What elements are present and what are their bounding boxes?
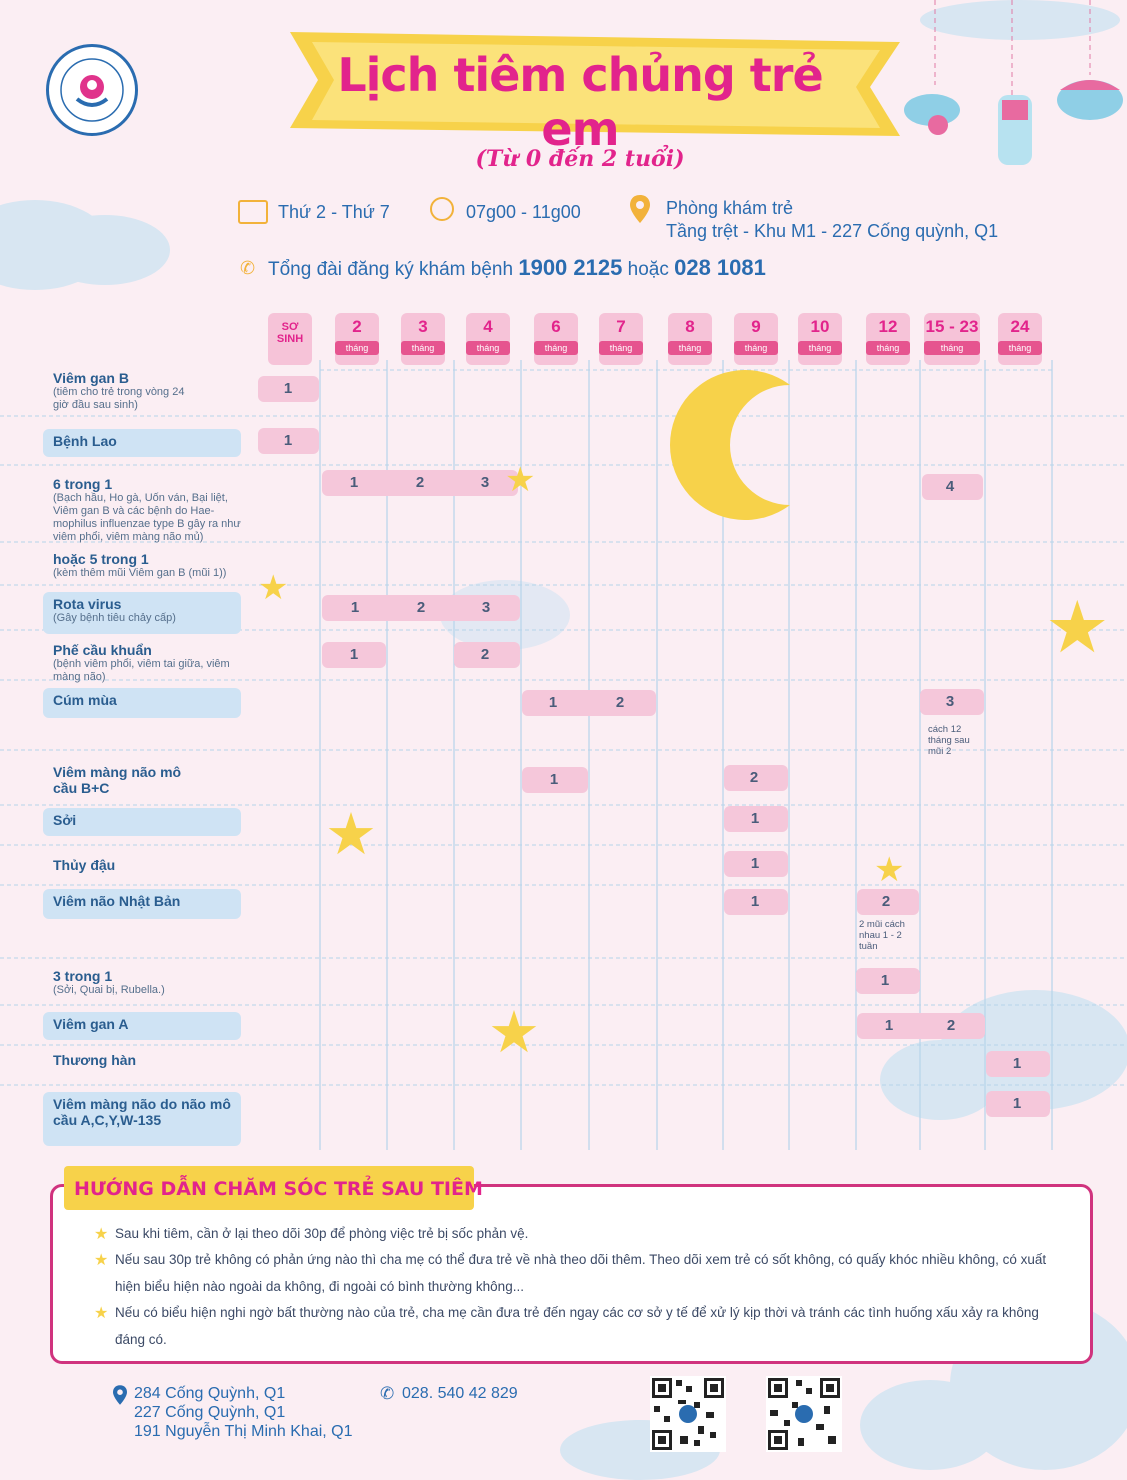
location-pin-icon <box>113 1385 127 1405</box>
vaccine-label-5in1: hoặc 5 trong 1 (kèm thêm mũi Viêm gan B (mũi 1)) <box>53 551 227 579</box>
dose-6in1: 1 2 3 <box>322 470 518 496</box>
hotline-number-1: 1900 2125 <box>518 255 623 280</box>
page-subtitle: (Từ 0 đến 2 tuổi) <box>475 146 685 172</box>
footer-address-2: 227 Cống Quỳnh, Q1 <box>134 1404 286 1421</box>
care-title: HƯỚNG DẪN CHĂM SÓC TRẺ SAU TIÊM <box>74 1178 483 1200</box>
star-icon: ★ <box>258 569 289 607</box>
dose-thuonghan: 1 <box>986 1051 1050 1077</box>
vaccine-label-vnnb: Viêm não Nhật Bản <box>43 889 241 919</box>
dose-vnnb-1: 1 <box>724 889 788 915</box>
dose-mmr: 1 <box>856 968 920 994</box>
phone-icon: ✆ <box>240 258 256 278</box>
col-header-4: 4 tháng <box>466 313 510 365</box>
vaccine-label-acyw: Viêm màng não do não mô cầu A,C,Y,W-135 <box>43 1092 241 1146</box>
dose-acyw: 1 <box>986 1091 1050 1117</box>
note-vnnb: 2 mũi cách nhau 1 - 2 tuần <box>859 919 905 952</box>
dose-mnmc-2: 2 <box>724 765 788 791</box>
dose-thuydau: 1 <box>724 851 788 877</box>
col-header-2: 2 tháng <box>335 313 379 365</box>
star-bullet-icon: ★ <box>94 1226 109 1243</box>
dose-hepa: 1 2 <box>857 1013 985 1039</box>
vaccine-label-hepa: Viêm gan A <box>43 1012 241 1040</box>
footer-address-3: 191 Nguyễn Thị Minh Khai, Q1 <box>134 1423 353 1440</box>
dose-hepb: 1 <box>258 376 319 402</box>
care-tip-2: Nếu sau 30p trẻ không có phản ứng nào thì cha mẹ có thể đưa trẻ về nhà theo dõi thêm. Theo dõi xem trẻ có sốt không, có quấy khóc nhiều không, có xuất hiện biểu hiện nào ngoài da không, đi ngoài có bình thường không... <box>115 1252 1047 1294</box>
dose-6in1-booster: 4 <box>922 474 983 500</box>
dose-lao: 1 <box>258 428 319 454</box>
page-title: Lịch tiêm chủng trẻ em <box>337 48 823 156</box>
schedule-days: Thứ 2 - Thứ 7 <box>278 202 390 222</box>
col-header-9: 9 tháng <box>734 313 778 365</box>
dose-cum-3: 3 <box>920 689 984 715</box>
col-header-7: 7 tháng <box>599 313 643 365</box>
vaccine-label-phecau: Phế cầu khuẩn (bệnh viêm phổi, viêm tai giữa, viêm màng não) <box>53 642 230 683</box>
schedule-hours: 07g00 - 11g00 <box>466 202 581 222</box>
col-header-10: 10 tháng <box>798 313 842 365</box>
location-address: Tầng trệt - Khu M1 - 227 Cống quỳnh, Q1 <box>666 221 999 241</box>
vaccine-label-hepb: Viêm gan B (tiêm cho trẻ trong vòng 24 giờ đầu sau sinh) <box>53 370 185 411</box>
vaccine-label-3in1: 3 trong 1 (Sởi, Quai bị, Rubella.) <box>53 968 165 996</box>
star-bullet-icon: ★ <box>94 1305 109 1322</box>
vaccine-label-rota: Rota virus (Gây bệnh tiêu chảy cấp) <box>43 592 241 634</box>
dose-cum: 1 2 <box>522 690 656 716</box>
star-icon: ★ <box>325 802 377 867</box>
col-header-newborn: SƠ SINH <box>268 313 312 365</box>
moon-decoration <box>670 370 790 520</box>
footer-address-1: 284 Cống Quỳnh, Q1 <box>134 1385 286 1402</box>
vaccine-label-thuydau: Thủy đậu <box>53 857 116 873</box>
star-bullet-icon: ★ <box>94 1252 109 1269</box>
note-cum: cách 12 tháng sau mũi 2 <box>928 724 970 757</box>
dose-mnmc-1: 1 <box>522 767 588 793</box>
vaccine-label-6in1: 6 trong 1 (Bạch hầu, Ho gà, Uốn ván, Bại liệt, Viêm gan B và các bệnh do Hae-mophilus influenzae type B gây ra như viêm phổi, viêm màng não mủ) <box>53 476 241 543</box>
star-icon: ★ <box>488 1000 540 1065</box>
star-icon: ★ <box>1045 588 1110 668</box>
care-tip-1: Sau khi tiêm, cần ở lại theo dõi 30p để phòng việc trẻ bị sốc phản vệ. <box>115 1226 529 1241</box>
hotline-number-2: 028 1081 <box>674 255 766 280</box>
dose-phecau-1: 1 <box>322 642 386 668</box>
dose-rota: 1 2 3 <box>322 595 520 621</box>
col-header-3: 3 tháng <box>401 313 445 365</box>
qr-code-facebook[interactable] <box>766 1376 842 1452</box>
cloud-decoration <box>860 1380 1000 1470</box>
footer-phone: 028. 540 42 829 <box>402 1385 518 1402</box>
col-header-15-23: 15 - 23 tháng <box>924 313 980 365</box>
vaccine-label-mnmc-bc: Viêm màng não mô cầu B+C <box>53 764 182 796</box>
dose-soi: 1 <box>724 806 788 832</box>
hotline-or: hoặc <box>627 259 669 280</box>
dose-vnnb-2: 2 <box>857 889 919 915</box>
col-header-12: 12 tháng <box>866 313 910 365</box>
vaccine-label-thuonghan: Thương hàn <box>53 1052 137 1068</box>
qr-code-website[interactable] <box>650 1376 726 1452</box>
care-tip-3: Nếu có biểu hiện nghi ngờ bất thường nào của trẻ, cha mẹ cần đưa trẻ đến ngay các cơ sở y tế để xử lý kịp thời và tránh các tình huống xấu xảy ra không đáng có. <box>115 1305 1039 1347</box>
hotline-label: Tổng đài đăng ký khám bệnh <box>268 259 514 280</box>
col-header-8: 8 tháng <box>668 313 712 365</box>
col-header-6: 6 tháng <box>534 313 578 365</box>
vaccine-label-cum: Cúm mùa <box>43 688 241 718</box>
star-icon: ★ <box>505 461 536 499</box>
star-icon: ★ <box>874 851 905 889</box>
vaccine-label-lao: Bệnh Lao <box>43 429 241 457</box>
phone-icon: ✆ <box>380 1384 395 1403</box>
dose-phecau-2: 2 <box>454 642 520 668</box>
vaccine-label-soi: Sởi <box>43 808 241 836</box>
location-name: Phòng khám trẻ <box>666 198 794 218</box>
col-header-24: 24 tháng <box>998 313 1042 365</box>
